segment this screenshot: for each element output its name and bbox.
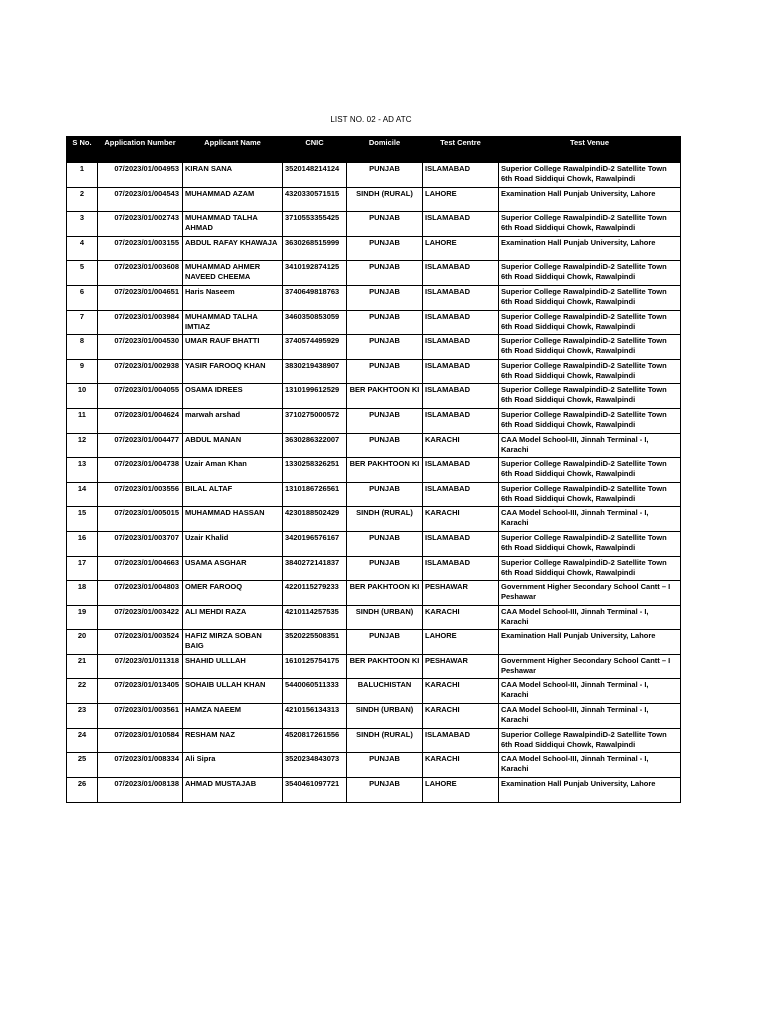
cell-application-number: 07/2023/01/005015: [98, 507, 183, 532]
cell-test-venue: Superior College RawalpindiD-2 Satellite Town 6th Road Siddiqui Chowk, Rawalpindi: [499, 285, 681, 310]
cell-application-number: 07/2023/01/011318: [98, 654, 183, 679]
cell-application-number: 07/2023/01/004651: [98, 285, 183, 310]
cell-cnic: 3420196576167: [283, 531, 347, 556]
cell-test-venue: Superior College RawalpindiD-2 Satellite Town 6th Road Siddiqui Chowk, Rawalpindi: [499, 408, 681, 433]
cell-sno: 8: [67, 335, 98, 360]
cell-cnic: 5440060511333: [283, 679, 347, 704]
cell-sno: 2: [67, 187, 98, 212]
cell-sno: 10: [67, 384, 98, 409]
cell-sno: 9: [67, 359, 98, 384]
table-row: [67, 654, 681, 679]
cell-applicant-name: KIRAN SANA: [183, 163, 283, 188]
cell-sno: 21: [67, 654, 98, 679]
cell-cnic: 1310199612529: [283, 384, 347, 409]
cell-cnic: 3410192874125: [283, 261, 347, 286]
cell-applicant-name: Ali Sipra: [183, 753, 283, 778]
table-row: [67, 236, 681, 261]
cell-test-venue: Superior College RawalpindiD-2 Satellite Town 6th Road Siddiqui Chowk, Rawalpindi: [499, 458, 681, 483]
header-applicant-name: Applicant Name: [183, 137, 283, 163]
cell-application-number: 07/2023/01/002938: [98, 359, 183, 384]
table-row: [67, 359, 681, 384]
cell-test-venue: CAA Model School-III, Jinnah Terminal - I, Karachi: [499, 704, 681, 729]
cell-test-venue: Examination Hall Punjab University, Lahore: [499, 630, 681, 655]
cell-sno: 6: [67, 285, 98, 310]
table-row: [67, 482, 681, 507]
cell-applicant-name: MUHAMMAD TALHA AHMAD: [183, 212, 283, 237]
cell-sno: 17: [67, 556, 98, 581]
cell-sno: 7: [67, 310, 98, 335]
cell-domicile: BALUCHISTAN: [347, 679, 423, 704]
cell-test-centre: ISLAMABAD: [423, 261, 499, 286]
header-application-number: Application Number: [98, 137, 183, 163]
cell-domicile: PUNJAB: [347, 408, 423, 433]
cell-cnic: 3520148214124: [283, 163, 347, 188]
cell-cnic: 3740574495929: [283, 335, 347, 360]
cell-domicile: SINDH (RURAL): [347, 728, 423, 753]
cell-sno: 20: [67, 630, 98, 655]
table-row: [67, 458, 681, 483]
cell-application-number: 07/2023/01/004477: [98, 433, 183, 458]
cell-domicile: PUNJAB: [347, 335, 423, 360]
cell-test-centre: KARACHI: [423, 605, 499, 630]
header-test-venue: Test Venue: [499, 137, 681, 163]
cell-applicant-name: MUHAMMAD AHMER NAVEED CHEEMA: [183, 261, 283, 286]
header-row: [67, 137, 681, 163]
cell-sno: 11: [67, 408, 98, 433]
cell-applicant-name: SOHAIB ULLAH KHAN: [183, 679, 283, 704]
table-row: [67, 285, 681, 310]
cell-cnic: 4210114257535: [283, 605, 347, 630]
table-row: [67, 556, 681, 581]
table-row: [67, 605, 681, 630]
cell-domicile: SINDH (RURAL): [347, 507, 423, 532]
cell-domicile: BER PAKHTOON KI: [347, 654, 423, 679]
cell-cnic: 3520234843073: [283, 753, 347, 778]
cell-sno: 13: [67, 458, 98, 483]
cell-test-centre: ISLAMABAD: [423, 556, 499, 581]
cell-test-centre: KARACHI: [423, 753, 499, 778]
cell-applicant-name: Haris Naseem: [183, 285, 283, 310]
cell-cnic: 4210156134313: [283, 704, 347, 729]
cell-cnic: 4220115279233: [283, 581, 347, 606]
cell-test-venue: Superior College RawalpindiD-2 Satellite Town 6th Road Siddiqui Chowk, Rawalpindi: [499, 384, 681, 409]
cell-application-number: 07/2023/01/003707: [98, 531, 183, 556]
cell-domicile: PUNJAB: [347, 359, 423, 384]
cell-test-venue: Examination Hall Punjab University, Lahore: [499, 236, 681, 261]
cell-applicant-name: HAMZA NAEEM: [183, 704, 283, 729]
cell-test-venue: Superior College RawalpindiD-2 Satellite Town 6th Road Siddiqui Chowk, Rawalpindi: [499, 261, 681, 286]
cell-cnic: 3840272141837: [283, 556, 347, 581]
cell-sno: 19: [67, 605, 98, 630]
cell-test-centre: ISLAMABAD: [423, 531, 499, 556]
header-domicile: Domicile: [347, 137, 423, 163]
cell-test-venue: Superior College RawalpindiD-2 Satellite Town 6th Road Siddiqui Chowk, Rawalpindi: [499, 728, 681, 753]
cell-application-number: 07/2023/01/004530: [98, 335, 183, 360]
cell-domicile: PUNJAB: [347, 482, 423, 507]
results-table: [66, 136, 681, 803]
cell-cnic: 1610125754175: [283, 654, 347, 679]
cell-test-centre: ISLAMABAD: [423, 310, 499, 335]
cell-test-centre: ISLAMABAD: [423, 335, 499, 360]
cell-applicant-name: Uzair Aman Khan: [183, 458, 283, 483]
table-row: [67, 728, 681, 753]
cell-sno: 3: [67, 212, 98, 237]
cell-domicile: PUNJAB: [347, 261, 423, 286]
cell-sno: 22: [67, 679, 98, 704]
table-body: [67, 163, 681, 803]
cell-applicant-name: AHMAD MUSTAJAB: [183, 777, 283, 803]
cell-test-centre: ISLAMABAD: [423, 728, 499, 753]
cell-application-number: 07/2023/01/004055: [98, 384, 183, 409]
cell-applicant-name: MUHAMMAD HASSAN: [183, 507, 283, 532]
cell-domicile: SINDH (RURAL): [347, 187, 423, 212]
cell-test-centre: KARACHI: [423, 507, 499, 532]
cell-test-centre: KARACHI: [423, 433, 499, 458]
cell-test-venue: Superior College RawalpindiD-2 Satellite Town 6th Road Siddiqui Chowk, Rawalpindi: [499, 163, 681, 188]
table-row: [67, 163, 681, 188]
table-row: [67, 335, 681, 360]
table-row: [67, 777, 681, 803]
cell-domicile: PUNJAB: [347, 285, 423, 310]
cell-test-venue: Superior College RawalpindiD-2 Satellite Town 6th Road Siddiqui Chowk, Rawalpindi: [499, 212, 681, 237]
cell-application-number: 07/2023/01/004624: [98, 408, 183, 433]
table-row: [67, 384, 681, 409]
cell-applicant-name: OMER FAROOQ: [183, 581, 283, 606]
cell-test-venue: Government Higher Secondary School Cantt – I Peshawar: [499, 654, 681, 679]
header-sno: S No.: [67, 137, 98, 163]
cell-test-centre: PESHAWAR: [423, 654, 499, 679]
cell-application-number: 07/2023/01/003155: [98, 236, 183, 261]
cell-domicile: PUNJAB: [347, 163, 423, 188]
cell-test-centre: ISLAMABAD: [423, 384, 499, 409]
cell-test-centre: ISLAMABAD: [423, 212, 499, 237]
cell-domicile: PUNJAB: [347, 212, 423, 237]
table-row: [67, 679, 681, 704]
cell-test-centre: KARACHI: [423, 679, 499, 704]
cell-test-centre: LAHORE: [423, 630, 499, 655]
cell-domicile: SINDH (URBAN): [347, 704, 423, 729]
cell-sno: 1: [67, 163, 98, 188]
cell-domicile: SINDH (URBAN): [347, 605, 423, 630]
cell-application-number: 07/2023/01/004663: [98, 556, 183, 581]
cell-applicant-name: OSAMA IDREES: [183, 384, 283, 409]
cell-domicile: PUNJAB: [347, 531, 423, 556]
cell-test-venue: Superior College RawalpindiD-2 Satellite Town 6th Road Siddiqui Chowk, Rawalpindi: [499, 531, 681, 556]
cell-domicile: BER PAKHTOON KI: [347, 581, 423, 606]
cell-application-number: 07/2023/01/002743: [98, 212, 183, 237]
cell-applicant-name: YASIR FAROOQ KHAN: [183, 359, 283, 384]
cell-applicant-name: USAMA ASGHAR: [183, 556, 283, 581]
page-title: LIST NO. 02 - AD ATC: [330, 115, 412, 124]
cell-test-venue: Examination Hall Punjab University, Lahore: [499, 777, 681, 803]
cell-applicant-name: MUHAMMAD TALHA IMTIAZ: [183, 310, 283, 335]
results-table-container: [66, 136, 680, 803]
cell-application-number: 07/2023/01/003984: [98, 310, 183, 335]
cell-applicant-name: ABDUL MANAN: [183, 433, 283, 458]
cell-sno: 12: [67, 433, 98, 458]
cell-sno: 14: [67, 482, 98, 507]
cell-domicile: PUNJAB: [347, 556, 423, 581]
cell-sno: 15: [67, 507, 98, 532]
cell-cnic: 3460350853059: [283, 310, 347, 335]
cell-test-centre: KARACHI: [423, 704, 499, 729]
cell-application-number: 07/2023/01/004953: [98, 163, 183, 188]
cell-applicant-name: ABDUL RAFAY KHAWAJA: [183, 236, 283, 261]
cell-test-centre: ISLAMABAD: [423, 408, 499, 433]
table-row: [67, 187, 681, 212]
table-row: [67, 507, 681, 532]
cell-test-venue: CAA Model School-III, Jinnah Terminal - I, Karachi: [499, 433, 681, 458]
cell-cnic: 4230188502429: [283, 507, 347, 532]
cell-test-centre: ISLAMABAD: [423, 359, 499, 384]
header-cnic: CNIC: [283, 137, 347, 163]
table-row: [67, 433, 681, 458]
cell-sno: 24: [67, 728, 98, 753]
cell-test-venue: Government Higher Secondary School Cantt – I Peshawar: [499, 581, 681, 606]
table-row: [67, 531, 681, 556]
cell-domicile: BER PAKHTOON KI: [347, 458, 423, 483]
cell-applicant-name: UMAR RAUF BHATTI: [183, 335, 283, 360]
cell-application-number: 07/2023/01/003524: [98, 630, 183, 655]
table-row: [67, 581, 681, 606]
cell-applicant-name: SHAHID ULLLAH: [183, 654, 283, 679]
cell-domicile: PUNJAB: [347, 753, 423, 778]
cell-domicile: PUNJAB: [347, 433, 423, 458]
cell-application-number: 07/2023/01/004543: [98, 187, 183, 212]
cell-cnic: 3630268515999: [283, 236, 347, 261]
cell-application-number: 07/2023/01/003561: [98, 704, 183, 729]
cell-domicile: PUNJAB: [347, 236, 423, 261]
cell-applicant-name: Uzair Khalid: [183, 531, 283, 556]
table-header: [67, 137, 681, 163]
cell-test-venue: CAA Model School-III, Jinnah Terminal - I, Karachi: [499, 507, 681, 532]
header-test-centre: Test Centre: [423, 137, 499, 163]
cell-test-centre: ISLAMABAD: [423, 163, 499, 188]
cell-test-centre: LAHORE: [423, 187, 499, 212]
cell-cnic: 3630286322007: [283, 433, 347, 458]
table-row: [67, 408, 681, 433]
cell-sno: 26: [67, 777, 98, 803]
table-row: [67, 310, 681, 335]
cell-cnic: 3710275000572: [283, 408, 347, 433]
cell-test-centre: LAHORE: [423, 236, 499, 261]
table-row: [67, 704, 681, 729]
cell-application-number: 07/2023/01/003556: [98, 482, 183, 507]
cell-applicant-name: MUHAMMAD AZAM: [183, 187, 283, 212]
cell-domicile: PUNJAB: [347, 310, 423, 335]
cell-test-centre: LAHORE: [423, 777, 499, 803]
cell-application-number: 07/2023/01/013405: [98, 679, 183, 704]
cell-domicile: PUNJAB: [347, 630, 423, 655]
cell-cnic: 4520817261556: [283, 728, 347, 753]
cell-applicant-name: HAFIZ MIRZA SOBAN BAIG: [183, 630, 283, 655]
cell-sno: 25: [67, 753, 98, 778]
cell-domicile: BER PAKHTOON KI: [347, 384, 423, 409]
cell-test-centre: ISLAMABAD: [423, 285, 499, 310]
cell-application-number: 07/2023/01/003608: [98, 261, 183, 286]
cell-domicile: PUNJAB: [347, 777, 423, 803]
cell-sno: 23: [67, 704, 98, 729]
cell-test-centre: ISLAMABAD: [423, 458, 499, 483]
cell-test-venue: CAA Model School-III, Jinnah Terminal - I, Karachi: [499, 679, 681, 704]
cell-test-venue: CAA Model School-III, Jinnah Terminal - I, Karachi: [499, 605, 681, 630]
cell-cnic: 1330258326251: [283, 458, 347, 483]
cell-test-venue: Superior College RawalpindiD-2 Satellite Town 6th Road Siddiqui Chowk, Rawalpindi: [499, 556, 681, 581]
cell-sno: 18: [67, 581, 98, 606]
cell-applicant-name: ALI MEHDI RAZA: [183, 605, 283, 630]
cell-applicant-name: RESHAM NAZ: [183, 728, 283, 753]
cell-test-venue: CAA Model School-III, Jinnah Terminal - I, Karachi: [499, 753, 681, 778]
cell-application-number: 07/2023/01/008334: [98, 753, 183, 778]
cell-applicant-name: marwah arshad: [183, 408, 283, 433]
cell-cnic: 1310186726561: [283, 482, 347, 507]
cell-cnic: 4320330571515: [283, 187, 347, 212]
cell-sno: 5: [67, 261, 98, 286]
cell-application-number: 07/2023/01/010584: [98, 728, 183, 753]
cell-sno: 16: [67, 531, 98, 556]
table-row: [67, 212, 681, 237]
cell-cnic: 3710553355425: [283, 212, 347, 237]
cell-test-venue: Examination Hall Punjab University, Lahore: [499, 187, 681, 212]
cell-test-centre: PESHAWAR: [423, 581, 499, 606]
cell-cnic: 3740649818763: [283, 285, 347, 310]
table-row: [67, 261, 681, 286]
cell-test-centre: ISLAMABAD: [423, 482, 499, 507]
cell-cnic: 3520225508351: [283, 630, 347, 655]
cell-test-venue: Superior College RawalpindiD-2 Satellite Town 6th Road Siddiqui Chowk, Rawalpindi: [499, 310, 681, 335]
table-row: [67, 753, 681, 778]
cell-test-venue: Superior College RawalpindiD-2 Satellite Town 6th Road Siddiqui Chowk, Rawalpindi: [499, 359, 681, 384]
cell-application-number: 07/2023/01/004738: [98, 458, 183, 483]
cell-cnic: 3540461097721: [283, 777, 347, 803]
cell-cnic: 3830219438907: [283, 359, 347, 384]
cell-sno: 4: [67, 236, 98, 261]
cell-application-number: 07/2023/01/008138: [98, 777, 183, 803]
cell-application-number: 07/2023/01/003422: [98, 605, 183, 630]
cell-test-venue: Superior College RawalpindiD-2 Satellite Town 6th Road Siddiqui Chowk, Rawalpindi: [499, 482, 681, 507]
cell-test-venue: Superior College RawalpindiD-2 Satellite Town 6th Road Siddiqui Chowk, Rawalpindi: [499, 335, 681, 360]
cell-application-number: 07/2023/01/004803: [98, 581, 183, 606]
cell-applicant-name: BILAL ALTAF: [183, 482, 283, 507]
table-row: [67, 630, 681, 655]
